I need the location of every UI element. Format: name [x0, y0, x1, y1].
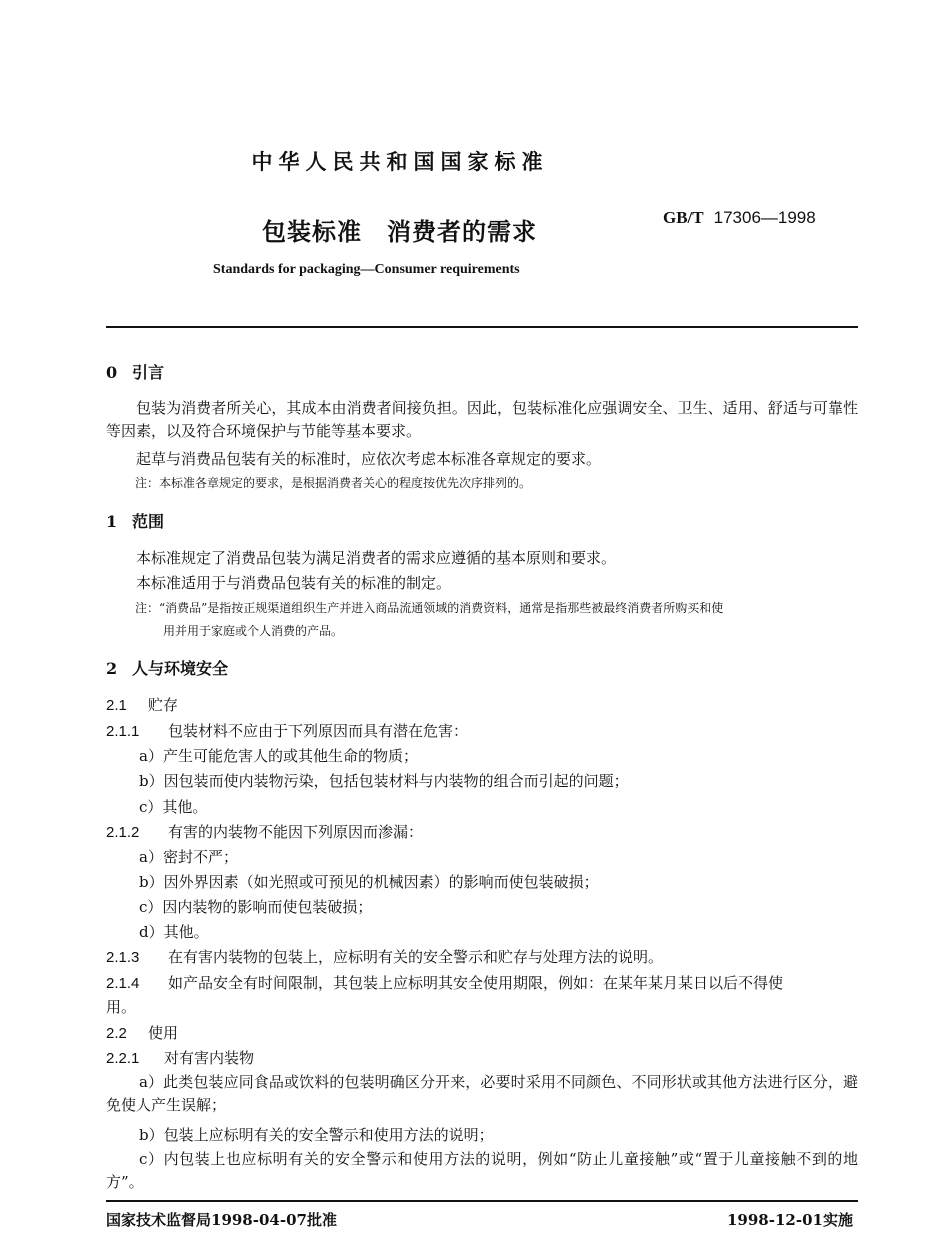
clause-2-2-1: 2.2.1 对有害内装物 — [106, 1049, 255, 1067]
clause-2-1-1: 2.1.1 包装材料不应由于下列原因而具有潜在危害： — [106, 722, 469, 740]
header-divider — [106, 326, 858, 328]
clause-2-2-1-item-a: a）此类包装应同食品或饮料的包装明确区分开来，必要时采用不同颜色、不同形状或其他方法进行区分，避免使人产生误解； — [106, 1073, 858, 1114]
intro-paragraph-1: 包装为消费者所关心，其成本由消费者间接负担。因此，包装标准化应强调安全、卫生、适用、舒适与可靠性等因素，以及符合环境保护与节能等基本要求。 — [106, 399, 858, 440]
standard-number — [663, 208, 816, 228]
clause-2-2: 2.2 使用 — [106, 1024, 179, 1042]
clause-2-1-4: 2.1.4 如产品安全有时间限制，其包装上应标明其安全使用期限，例如：在某年某月某日以后不得使 — [106, 974, 784, 992]
standard-code: 17306—1998 — [713, 208, 816, 227]
section-heading-1: 1 范围 — [106, 512, 165, 531]
list-item: d）其他。 — [139, 923, 209, 941]
intro-paragraph-2: 起草与消费品包装有关的标准时，应依次考虑本标准各章规定的要求。 — [136, 450, 602, 468]
document-title: 包装标准 消费者的需求 — [262, 217, 537, 246]
national-standard-heading: 中华人民共和国国家标准 — [251, 149, 549, 174]
scope-note-line1: 注：“消费品”是指按正规渠道组织生产并进入商品流通领域的消费资料，通常是指那些被最终消费者所购买和使 — [135, 601, 724, 615]
standard-prefix: GB/T — [663, 208, 704, 227]
section-heading-2: 2 人与环境安全 — [106, 659, 229, 678]
implementation-date: 1998-12-01实施 — [727, 1211, 853, 1229]
clause-2-2-1-item-b: b）包装上应标明有关的安全警示和使用方法的说明； — [139, 1126, 494, 1144]
clause-2-2-1-item-c: c）内包装上也应标明有关的安全警示和使用方法的说明，例如“防止儿童接触”或“置于儿童接触不到的地方”。 — [106, 1150, 858, 1191]
section-heading-0: 0 引言 — [106, 363, 165, 382]
list-item: b）因外界因素（如光照或可预见的机械因素）的影响而使包装破损； — [139, 873, 599, 891]
list-item: c）因内装物的影响而使包装破损； — [139, 898, 373, 916]
intro-note: 注：本标准各章规定的要求，是根据消费者关心的程度按优先次序排列的。 — [135, 476, 532, 490]
english-title: Standards for packaging—Consumer requirements — [213, 262, 520, 277]
clause-2-1: 2.1 贮存 — [106, 696, 179, 714]
footer-divider — [106, 1200, 858, 1202]
approval-line: 国家技术监督局1998-04-07批准 — [106, 1211, 337, 1229]
clause-2-1-3: 2.1.3 在有害内装物的包装上，应标明有关的安全警示和贮存与处理方法的说明。 — [106, 948, 664, 966]
list-item: a）产生可能危害人的或其他生命的物质； — [139, 747, 418, 765]
clause-2-1-2: 2.1.2 有害的内装物不能因下列原因而渗漏： — [106, 823, 424, 841]
scope-note-line2: 用并用于家庭或个人消费的产品。 — [163, 624, 344, 638]
list-item: a）密封不严； — [139, 848, 238, 866]
scope-paragraph-2: 本标准适用于与消费品包装有关的标准的制定。 — [136, 574, 452, 592]
scope-paragraph-1: 本标准规定了消费品包装为满足消费者的需求应遵循的基本原则和要求。 — [136, 549, 617, 567]
list-item: b）因包装而使内装物污染，包括包装材料与内装物的组合而引起的问题； — [139, 772, 629, 790]
list-item: c）其他。 — [139, 798, 208, 816]
clause-2-1-4-continuation: 用。 — [106, 998, 137, 1016]
